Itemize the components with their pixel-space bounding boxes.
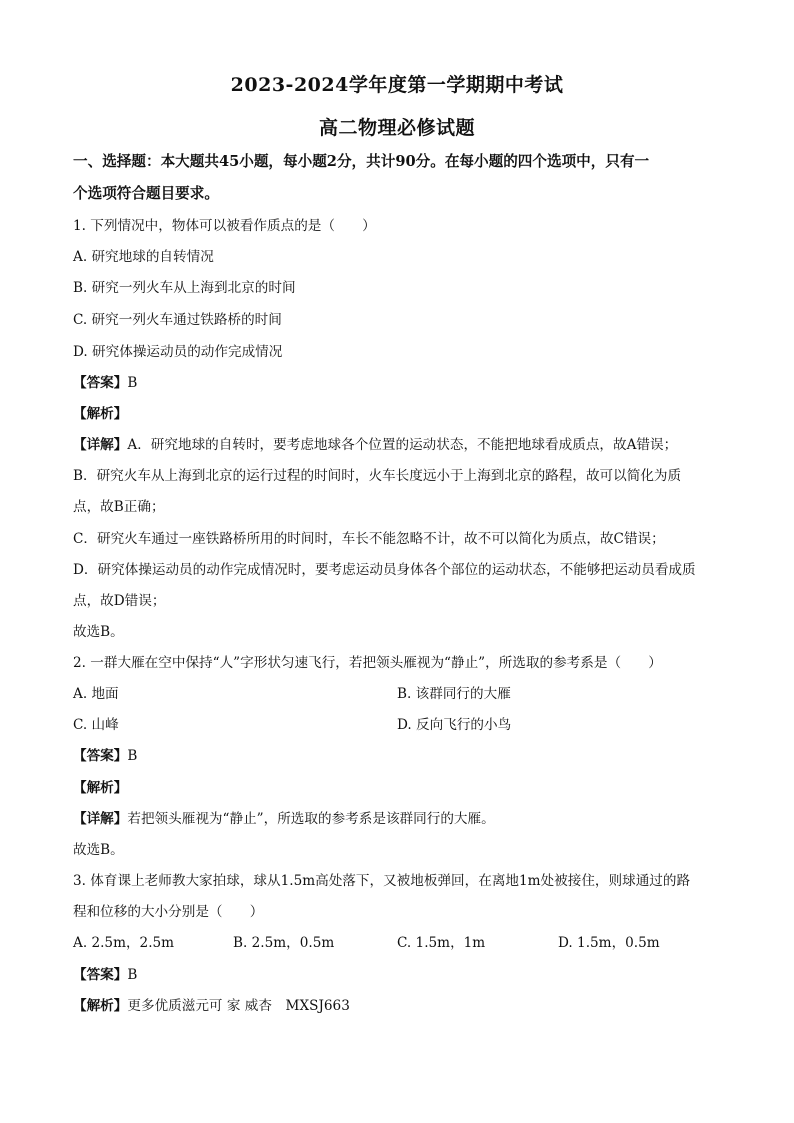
q1-conclusion: 故选B。: [73, 624, 124, 640]
q1-option-a: A. 研究地球的自转情况: [73, 249, 214, 265]
answer-tag: 【答案】: [73, 967, 128, 983]
q3-option-c: C. 1.5m，1m: [397, 935, 486, 951]
q1-detail-a: [73, 433, 677, 453]
answer-value: B: [127, 748, 138, 764]
q1-detail-c: C．研究火车通过一座铁路桥所用的时间时，车长不能忽略不计，故不可以简化为质点，故C错误；: [73, 531, 665, 547]
q1-stem: 1. 下列情况中，物体可以被看作质点的是（ ）: [73, 218, 376, 234]
footer-note: 更多优质滋元可 家 威杏 MXSJ663: [127, 998, 350, 1014]
q3-stem: 3. 体育课上老师教大家拍球，球从1.5m高处落下，又被地板弹回，在离地1m处被接住，则球通过的路: [73, 873, 691, 889]
q2-option-b: B. 该群同行的大雁: [397, 686, 511, 702]
q2-option-d: D. 反向飞行的小鸟: [397, 717, 512, 733]
q2-option-c: C. 山峰: [73, 717, 119, 733]
exam-subtitle: 高二物理必修试题: [318, 117, 475, 139]
q1-option-c: C. 研究一列火车通过铁路桥的时间: [73, 312, 282, 328]
detail-tag: 【详解】: [73, 811, 128, 827]
q2-detail: [73, 807, 495, 827]
q1-option-b: B. 研究一列火车从上海到北京的时间: [73, 280, 296, 296]
q2-conclusion: 故选B。: [73, 842, 124, 858]
q3-answer: [73, 963, 137, 983]
q1-answer: [73, 371, 137, 391]
q2-option-a: A. 地面: [73, 686, 119, 702]
q3-analysis: [73, 994, 350, 1014]
q1-detail-d1: D．研究体操运动员的动作完成情况时，要考虑运动员身体各个部位的运动状态，不能够把运动员看成质: [73, 562, 696, 578]
exam-title: 2023-2024学年度第一学期期中考试: [230, 74, 564, 96]
q3-option-b: B. 2.5m，0.5m: [233, 935, 335, 951]
answer-value: B: [127, 375, 138, 391]
q2-answer: [73, 744, 137, 764]
detail-tag: 【详解】: [73, 437, 128, 453]
answer-value: B: [127, 967, 138, 983]
q1-detail-b1: B．研究火车从上海到北京的运行过程的时间时，火车长度远小于上海到北京的路程，故可以简化为质: [73, 468, 682, 484]
q1-detail-d2: 点，故D错误；: [73, 593, 166, 609]
answer-tag: 【答案】: [73, 375, 128, 391]
q3-stem-cont: 程和位移的大小分别是（ ）: [73, 904, 264, 920]
q2-stem: 2. 一群大雁在空中保持“人”字形状匀速飞行，若把领头雁视为“静止”，所选取的参考系是（ ）: [73, 655, 662, 671]
q1-option-d: D. 研究体操运动员的动作完成情况: [73, 344, 283, 360]
answer-tag: 【答案】: [73, 748, 128, 764]
q1-analysis-tag: 【解析】: [73, 406, 128, 422]
section-heading-cont: 个选项符合题目要求。: [73, 185, 219, 202]
analysis-tag: 【解析】: [73, 998, 128, 1014]
q3-option-d: D. 1.5m，0.5m: [558, 935, 660, 951]
detail-text: 若把领头雁视为“静止”，所选取的参考系是该群同行的大雁。: [127, 811, 495, 827]
section-heading: 一、选择题：本大题共45小题，每小题2分，共计90分。在每小题的四个选项中，只有一: [73, 153, 650, 170]
q3-option-a: A. 2.5m，2.5m: [73, 935, 175, 951]
q1-detail-b2: 点，故B正确；: [73, 499, 165, 515]
detail-text: A．研究地球的自转时，要考虑地球各个位置的运动状态，不能把地球看成质点，故A错误；: [127, 437, 678, 453]
q2-analysis-tag: 【解析】: [73, 780, 128, 796]
